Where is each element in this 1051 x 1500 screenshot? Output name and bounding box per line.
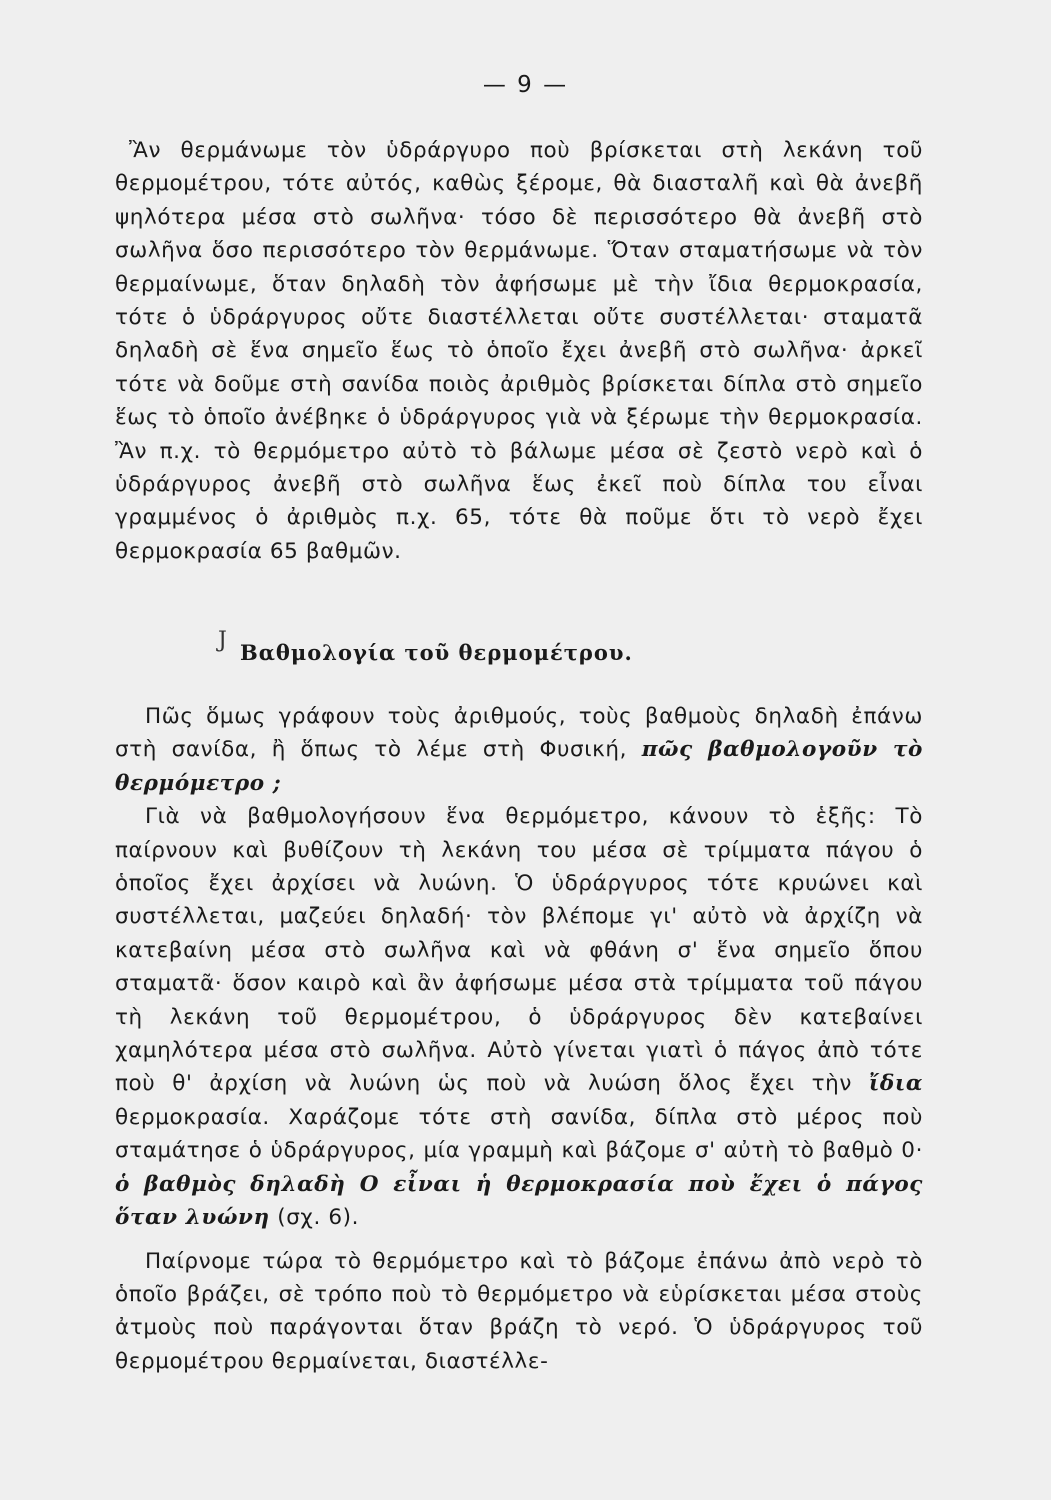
paragraph-3-emphasis-zero-degree: ὁ βαθμὸς δηλαδὴ Ο εἶναι ἡ θερμοκρασία ποὺ ἔχει ὁ πάγος ὅταν λυώνη — [115, 1171, 923, 1231]
paragraph-3-text-start: Γιὰ νὰ βαθμολογήσουν ἕνα θερμόμετρο, κάνουν τὸ ἑξῆς: Τὸ παίρνουν καὶ βυθίζουν τὴ λεκάνη του μέσα σὲ τρίμματα πάγου ὁ ὁποῖος ἔχει ἀρχίσει νὰ λυώνη. Ὁ ὑδράργυρος τότε κρυώνει καὶ συστέλλεται, μαζεύει δηλαδή· τὸν βλέπομε γι' αὐτὸ νὰ ἀρχίζη νὰ κατεβαίνη μέσα στὸ σωλῆνα καὶ νὰ φθάνη σ' ἕνα σημεῖο ὅπου σταματᾶ· ὅσον καιρὸ καὶ ἂν ἀφήσωμε μέσα στὰ τρίμματα τοῦ πάγου τὴ λεκάνη τοῦ θερμομέτρου, ὁ ὑδράργυρος δὲν κατεβαίνει χαμηλότερα μέσα στὸ σωλῆνα. Αὐτὸ γίνεται γιατὶ ὁ πάγος ἀπὸ τότε ποὺ θ' ἀρχίση νὰ λυώνη ὡς ποὺ νὰ λυώση ὅλος ἔχει τὴν — [115, 804, 923, 1097]
paragraph-3-text-mid: θερμοκρασία. Χαράζομε τότε στὴ σανίδα, δίπλα στὸ μέρος ποὺ σταμάτησε ὁ ὑδράργυρος, μία γραμμὴ καὶ βάζομε σ' αὐτὴ τὸ βαθμὸ 0· — [115, 1104, 923, 1164]
paragraph-thermometer-expansion — [115, 134, 923, 568]
paragraph-1: Ἂν θερμάνωμε τὸν ὑδράργυρο ποὺ βρίσκεται στὴ λεκάνη τοῦ θερμομέτρου, τότε αὐτός, καθὼς ξέρομε, θὰ διασταλῆ καὶ θὰ ἀνεβῆ ψηλότερα μέσα στὸ σωλῆνα· τόσο δὲ περισσότερο θὰ ἀνεβῆ στὸ σωλῆνα ὅσο περισσότερο τὸν θερμάνωμε. Ὅταν σταματήσωμε νὰ τὸν θερμαίνωμε, ὅταν δηλαδὴ τὸν ἀφήσωμε μὲ τὴν ἴδια θερμοκρασία, τότε ὁ ὑδράργυρος οὔτε διαστέλλεται οὔτε συστέλλεται· σταματᾶ δηλαδὴ σὲ ἕνα σημεῖο ἕως τὸ ὁποῖο ἔχει ἀνεβῆ στὸ σωλῆνα· ἀρκεῖ τότε νὰ δοῦμε στὴ σανίδα ποιὸς ἀριθμὸς βρίσκεται δίπλα στὸ σημεῖο ἕως τὸ ὁποῖο ἀνέβηκε ὁ ὑδράργυρος γιὰ νὰ ξέρωμε τὴν θερμοκρασία. Ἂν π.χ. τὸ θερμόμετρο αὐτὸ τὸ βάλωμε μέσα σὲ ζεστὸ νερὸ καὶ ὁ ὑδράργυρος ἀνεβῆ στὸ σωλῆνα ἕως ἐκεῖ ποὺ δίπλα του εἶναι γραμμένος ὁ ἀριθμὸς π.χ. 65, τότε θὰ ποῦμε ὅτι τὸ νερὸ ἔχει θερμοκρασία 65 βαθμῶν. — [115, 138, 923, 564]
paragraph-3-text-end: (σχ. 6). — [269, 1205, 360, 1231]
page-number: — 9 — — [482, 72, 569, 98]
paragraph-3 — [115, 800, 923, 1234]
paragraph-2 — [115, 700, 923, 800]
paragraph-4: Παίρνομε τώρα τὸ θερμόμετρο καὶ τὸ βάζομε ἐπάνω ἀπὸ νερὸ τὸ ὁποῖο βράζει, σὲ τρόπο ποὺ τὸ θερμόμετρο νὰ εὑρίσκεται μέσα στοὺς ἀτμοὺς ποὺ παράγονται ὅταν βράζη τὸ νερό. Ὁ ὑδράργυρος τοῦ θερμομέτρου θερμαίνεται, διαστέλλε- — [115, 1248, 923, 1374]
section-calibration — [115, 700, 923, 1378]
paragraph-2-text: Πῶς ὅμως γράφουν τοὺς ἀριθμούς, τοὺς βαθμοὺς δηλαδὴ ἐπάνω στὴ σανίδα, ἢ ὅπως τὸ λέμε στὴ Φυσική, — [115, 704, 923, 763]
paragraph-3-emphasis-same: ἴδια — [868, 1071, 923, 1097]
margin-mark: J — [218, 628, 227, 653]
paragraph-2-emphasis: πῶς βαθμολογοῦν τὸ θερμόμετρο ; — [115, 737, 923, 796]
section-heading: Βαθμολογία τοῦ θερμομέτρου. — [240, 640, 633, 665]
